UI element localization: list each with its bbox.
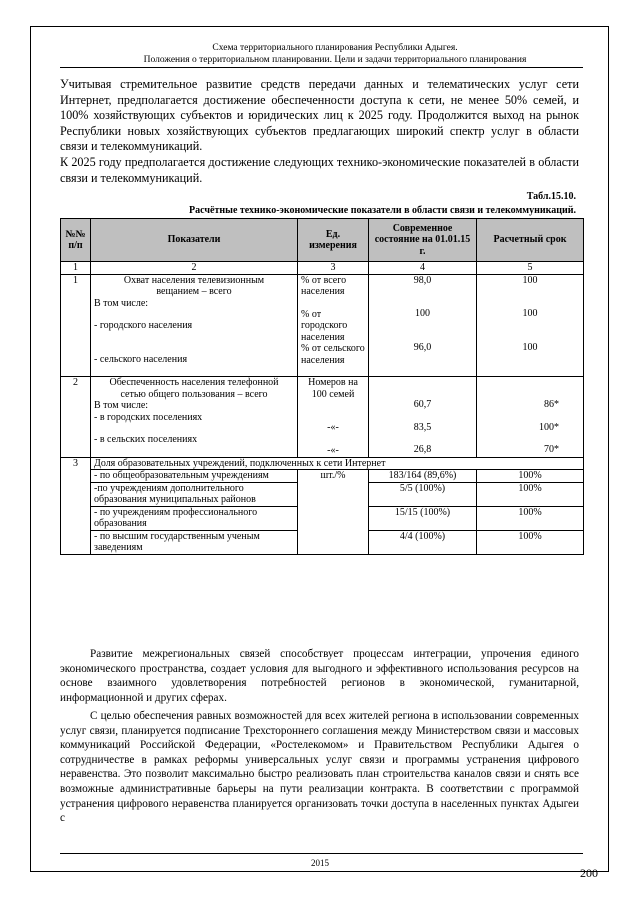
s1-current: [369, 274, 477, 377]
s2-rural-cur: 26,8: [413, 444, 432, 455]
s1-rural-calc: 100: [522, 341, 538, 353]
header-indicator: Показатели: [91, 219, 298, 262]
indicators-table: [60, 218, 584, 555]
header-line-1: Схема территориального планирования Республики Адыгея.: [212, 43, 458, 53]
intro-paragraph-1: Учитывая стремительное развитие средств передачи данных и телематических услуг сети Интернет, предполагается достижение обеспеченности доступа к сети, не менее 50% семей, и 100% хозяйствующих субъектов и юридических лиц к 2025 году. Продолжится выход на рынок Республики новых хозяйствующих субъектов предлагающих широкий спектр услуг в области связи и телекоммуникаций.: [60, 77, 579, 153]
s3-row-calc: 100%: [477, 530, 584, 554]
s1-units: [298, 274, 369, 377]
footer-year: 2015: [311, 858, 329, 868]
s3-row-calc: 100%: [477, 506, 584, 530]
table-caption: Расчётные технико-экономические показатели в области связи и телекоммуникаций.: [189, 205, 576, 216]
s2-cur: 60,7: [413, 399, 432, 410]
s1-title: Охват населения телевизионным вещанием – всего: [123, 274, 265, 297]
table-number: Табл.15.10.: [526, 191, 576, 202]
s2-title: Обеспеченность населения телефонной сетью общего пользования – всего: [109, 377, 279, 400]
col-num-2: 2: [91, 262, 298, 275]
s2-num: 2: [61, 377, 91, 458]
s2-indicators: [91, 377, 298, 458]
s1-subheader: В том числе:: [94, 297, 149, 309]
s1-urban: - городского населения: [94, 320, 193, 331]
s1-urban-unit: % от городского населения: [301, 308, 348, 343]
s1-rural: - сельского населения: [94, 353, 188, 365]
s2-urban: - в городских поселениях: [94, 411, 203, 423]
s2-rural: - в сельских поселениях: [94, 434, 198, 445]
s1-indicators: [91, 274, 298, 377]
s2-urban-cur: 83,5: [413, 421, 432, 433]
s3-row-calc: 100%: [477, 470, 584, 483]
s1-urban-cur: 100: [415, 308, 430, 319]
body-paragraph-2: С целью обеспечения равных возможностей для всех жителей региона в использовании современных услуг связи, планируется подписание Трехстороннего соглашения между Министерством связи и массовых коммуникаций Российской Федерации, «Ростелекомом» и Правительством Республики Адыгея о сотрудничестве в рамках реформы универсальных услуг связи и программы устранения цифрового неравенства. Это позволит максимально быстро реализовать план строительства каналов связи и снять все возможные административные барьеры на пути реализации контракта. В соответствии с программой устранения цифрового неравенства планируется организовать точки доступа в населенных пунктах Адыгеи с: [60, 710, 579, 825]
s3-row-label: -по учреждениям дополнительного образования муниципальных районов: [91, 482, 298, 506]
s1-cur: 98,0: [413, 274, 432, 286]
s1-num: 1: [61, 274, 91, 377]
s2-calc-val: 86*: [544, 399, 559, 410]
s2-current: [369, 377, 477, 458]
table-header-row: [61, 219, 584, 262]
col-num-5: 5: [477, 262, 584, 275]
s1-calc: [477, 274, 584, 377]
s2-rural-calc: 70*: [544, 444, 559, 455]
s2-unit: Номеров на 100 семей: [308, 377, 358, 400]
header-line-2: Положения о территориальном планировании. Цели и задачи территориального планирования: [143, 54, 527, 65]
s3-row-label: - по высшим государственным ученым заведениям: [91, 530, 298, 554]
col-num-4: 4: [369, 262, 477, 275]
s2-units: [298, 377, 369, 458]
s3-row-cur: 4/4 (100%): [369, 530, 477, 554]
body-paragraph-1: Развитие межрегиональных связей способствует процессам интеграции, упрочения единого экономического пространства, создает условия для выгодного и эффективного использования ресурсов на основе взаимного удовлетворения потребностей регионов в экономической, гуманитарной, информационной и других сферах.: [60, 648, 579, 704]
s1-calc-val: 100: [522, 274, 538, 286]
column-number-row: [61, 262, 584, 275]
s3-row-calc: 100%: [477, 482, 584, 506]
s2-subheader: В том числе:: [94, 400, 149, 411]
header-current: Современное состояние на 01.01.15 г.: [369, 219, 477, 262]
s3-row: [61, 470, 584, 483]
s2-urban-calc: 100*: [539, 421, 559, 433]
s3-num: 3: [61, 457, 91, 554]
col-num-3: 3: [298, 262, 369, 275]
s2-urban-unit: -«-: [327, 422, 339, 433]
footer-rule: [60, 853, 583, 854]
header-num: №№ п/п: [61, 219, 91, 262]
s3-row-cur: 183/164 (89,6%): [369, 470, 477, 483]
header-rule: [60, 67, 583, 68]
section-1-row: [61, 274, 584, 377]
col-num-1: 1: [61, 262, 91, 275]
section-3-title-row: [61, 457, 584, 470]
s1-unit: % от всего населения: [301, 274, 347, 297]
s3-title: Доля образовательных учреждений, подключенных к сети Интернет: [91, 457, 584, 470]
header-calc: Расчетный срок: [477, 219, 584, 262]
s1-rural-unit: % от сельского населения: [301, 343, 365, 366]
s2-calc: [477, 377, 584, 458]
s1-rural-cur: 96,0: [413, 341, 432, 353]
s2-rural-unit: -«-: [327, 444, 339, 456]
header-unit: Ед. измерения: [298, 219, 369, 262]
s3-row-label: - по учреждениям профессионального образования: [91, 506, 298, 530]
s1-urban-calc: 100: [522, 308, 538, 319]
s3-unit: шт./%: [298, 470, 369, 555]
section-2-row: [61, 377, 584, 458]
running-header: [60, 43, 610, 66]
s3-row-label: - по общеобразовательным учреждениям: [91, 470, 298, 483]
s3-row-cur: 5/5 (100%): [369, 482, 477, 506]
s3-row-cur: 15/15 (100%): [369, 506, 477, 530]
intro-paragraph-2: К 2025 году предполагается достижение следующих технико-экономические показателей в области связи и телекоммуникаций.: [60, 155, 579, 185]
page-number: 200: [580, 866, 598, 880]
